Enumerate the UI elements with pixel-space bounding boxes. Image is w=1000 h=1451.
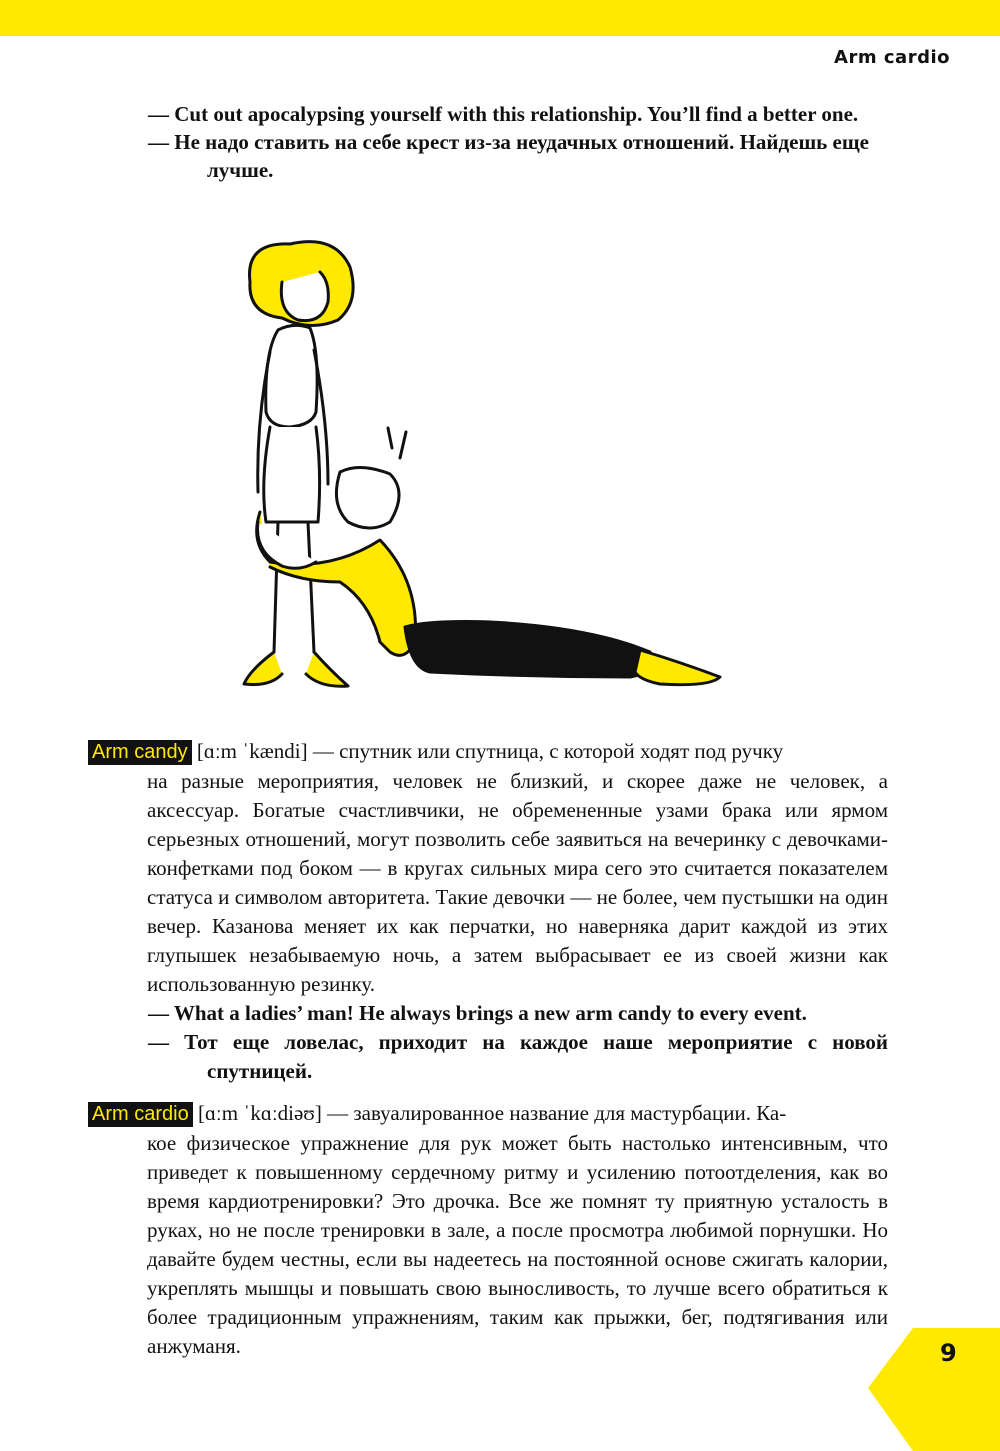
intro-example <box>148 100 888 184</box>
transcription: [ɑːm ˈkændi] — спутник или спутница, с которой ходят под ручку <box>191 739 784 763</box>
definition: кое физическое упражнение для рук может быть настолько интенсивным, что приведет к повышенному сердечному ритму и усилению потоотделения, как во время кардиотренировки? Это дрочка. Все же помнят ту приятную усталость в руках, но не после тренировки в зале, а после просмотра любимой порнушки. Но давайте будем честны, если вы надеетесь на постоянной основе сжигать калории, укреплять мышцы и повышать свою выносливость, то лучше всего обратиться к более традиционным упражнениям, таким как прыжки, бег, подтягивания или анжуманя. <box>147 1131 888 1358</box>
exclamation-mark-1 <box>388 428 392 448</box>
entry-arm-candy-headline <box>88 737 888 767</box>
woman-torso <box>266 325 317 427</box>
term-label: Arm candy <box>88 740 192 765</box>
transcription: [ɑːm ˈkɑːdiəʊ] — завуалированное название для мастурбации. Ка- <box>192 1101 787 1125</box>
term-label: Arm cardio <box>88 1102 193 1127</box>
page-corner-shape <box>868 1328 1000 1451</box>
entry-arm-cardio-headline <box>88 1099 888 1129</box>
woman-leg-right <box>308 522 314 652</box>
example-en: — What a ladies’ man! He always brings a new arm candy to every event. <box>148 1001 807 1025</box>
intro-example-en: — Cut out apocalypsing yourself with this relationship. You’ll find a better one. <box>148 102 859 126</box>
definition: на разные мероприятия, человек не близкий, и скорее даже не человек, а аксессуар. Богатые счастливчики, не обремененные узами брака или ярмом серьезных отношений, могут позволить себе заявиться на вечеринку с девочками-конфетками под боком — в кругах сильных мира сего это считается показателем статуса и символом авторитета. Такие девочки — не более, чем пустышки на один вечер. Казанова меняет их как перчатки, но наверняка дарит каждой из этих глупышек незабываемую ночь, а затем выбрасывает ее из своей жизни как использованную резинку. <box>147 769 888 996</box>
man-trousers <box>405 622 653 677</box>
woman-shoe-left <box>244 652 282 685</box>
woman-shoe-right <box>306 652 348 686</box>
intro-example-ru: — Не надо ставить на себе крест из-за неудачных отношений. Найдешь еще лучше. <box>148 130 869 182</box>
man-feet <box>635 650 720 685</box>
exclamation-mark-2 <box>400 432 406 458</box>
illustration <box>230 222 740 702</box>
entry-arm-cardio <box>88 1099 888 1361</box>
woman-skirt <box>264 427 320 522</box>
man-sweater <box>257 512 416 655</box>
top-accent-bar <box>0 0 1000 36</box>
example-ru: — Тот еще ловелас, приходит на каждое наше мероприятие с новой спутницей. <box>148 1030 888 1083</box>
man-head <box>336 467 399 528</box>
page-number: 9 <box>940 1339 957 1367</box>
running-head: Arm cardio <box>834 47 950 68</box>
entry-arm-candy <box>88 737 888 1086</box>
